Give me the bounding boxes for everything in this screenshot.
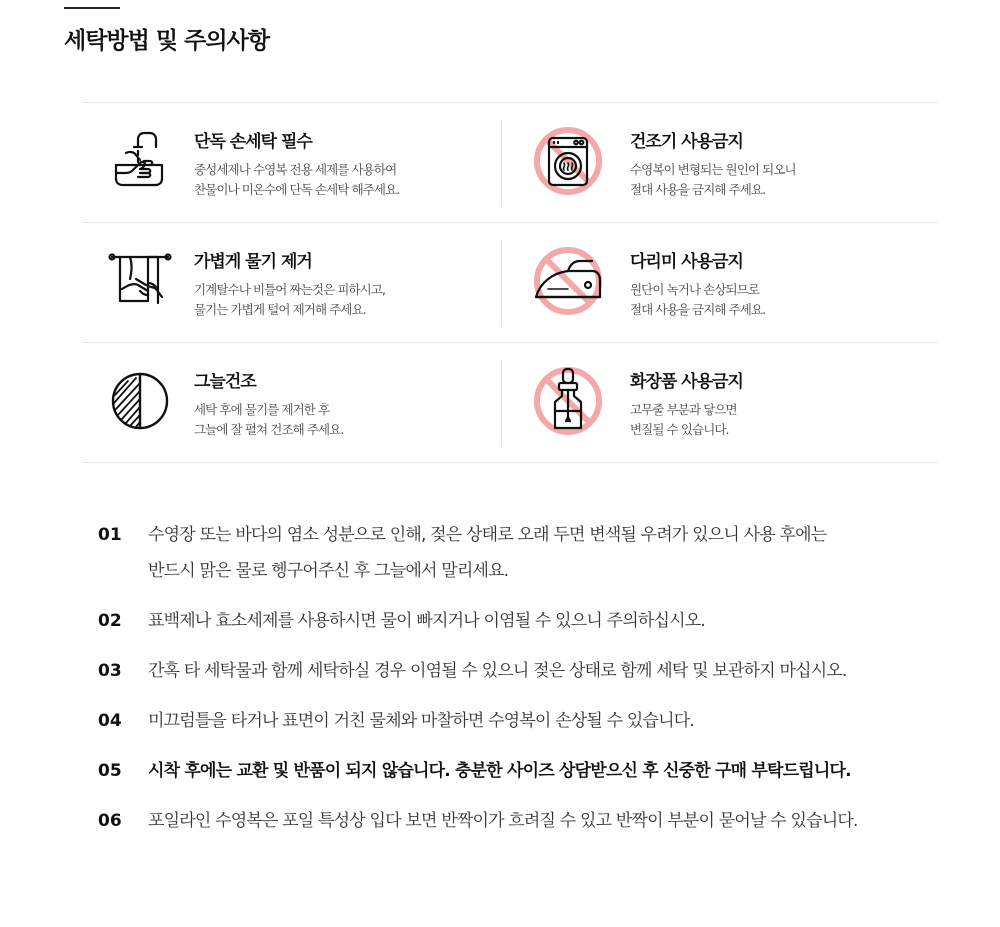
care-item-desc: 절대 사용을 금지해 주세요. — [630, 182, 766, 197]
notice-item — [98, 606, 978, 639]
page-title: 세탁방법 및 주의사항 — [64, 28, 269, 54]
care-item-shade-dry — [82, 343, 502, 462]
no-dryer-icon — [532, 125, 604, 197]
care-item-desc: 수영복이 변형되는 원인이 되오니 — [630, 162, 796, 177]
care-item-no-iron — [502, 223, 937, 342]
notice-text: 간혹 타 세탁물과 함께 세탁하실 경우 이염될 수 있으니 젖은 상태로 함께 세탁 및 보관하지 마십시오. — [148, 661, 847, 681]
notice-number: 02 — [98, 611, 122, 631]
care-item-title: 가볍게 물기 제거 — [194, 252, 312, 272]
care-item-desc: 중성세제나 수영복 전용 세제를 사용하여 — [194, 162, 397, 177]
care-item-desc: 그늘에 잘 펼쳐 건조해 주세요. — [194, 422, 344, 437]
care-item-hand-wash — [82, 103, 502, 222]
care-item-title: 그늘건조 — [194, 372, 256, 392]
notice-item — [98, 806, 978, 839]
care-item-no-cosmetics — [502, 343, 937, 462]
notice-item — [98, 520, 978, 589]
notice-number: 03 — [98, 661, 122, 681]
care-grid — [82, 102, 937, 463]
notice-number: 05 — [98, 761, 122, 781]
care-item-desc: 찬물이나 미온수에 단독 손세탁 해주세요. — [194, 182, 400, 197]
towel-dry-icon — [104, 245, 176, 317]
notice-number: 01 — [98, 525, 122, 545]
no-iron-icon — [532, 245, 604, 317]
care-item-towel-dry — [82, 223, 502, 342]
no-cosmetics-icon — [532, 365, 604, 437]
title-rule — [64, 7, 120, 9]
notice-number: 04 — [98, 711, 122, 731]
care-item-desc: 변질될 수 있습니다. — [630, 422, 729, 437]
notice-text: 포일라인 수영복은 포일 특성상 입다 보면 반짝이가 흐려질 수 있고 반짝이 부분이 묻어날 수 있습니다. — [148, 811, 858, 831]
hand-wash-icon — [104, 125, 176, 197]
care-item-title: 건조기 사용금지 — [630, 132, 743, 152]
care-item-desc: 절대 사용을 금지해 주세요. — [630, 302, 766, 317]
notice-text: 표백제나 효소세제를 사용하시면 물이 빠지거나 이염될 수 있으니 주의하십시오. — [148, 611, 705, 631]
notice-item — [98, 656, 978, 689]
notice-text: 수영장 또는 바다의 염소 성분으로 인해, 젖은 상태로 오래 두면 변색될 우려가 있으니 사용 후에는 — [148, 525, 827, 545]
care-item-title: 단독 손세탁 필수 — [194, 132, 312, 152]
care-row — [82, 223, 937, 343]
notice-number: 06 — [98, 811, 122, 831]
care-item-desc: 세탁 후에 물기를 제거한 후 — [194, 402, 330, 417]
shade-dry-icon — [104, 365, 176, 437]
care-item-title: 다리미 사용금지 — [630, 252, 743, 272]
notice-text: 시착 후에는 교환 및 반품이 되지 않습니다. 충분한 사이즈 상담받으신 후 신중한 구매 부탁드립니다. — [148, 761, 851, 781]
care-item-title: 화장품 사용금지 — [630, 372, 743, 392]
notice-text: 미끄럼틀을 타거나 표면이 거친 물체와 마찰하면 수영복이 손상될 수 있습니다. — [148, 711, 694, 731]
care-item-desc: 고무줄 부분과 닿으면 — [630, 402, 737, 417]
care-item-no-dryer — [502, 103, 937, 222]
notice-list — [98, 520, 978, 856]
notice-text: 반드시 맑은 물로 헹구어주신 후 그늘에서 말리세요. — [148, 561, 509, 581]
care-row — [82, 343, 937, 463]
care-item-desc: 기계탈수나 비틀어 짜는것은 피하시고, — [194, 282, 386, 297]
care-item-desc: 원단이 녹거나 손상되므로 — [630, 282, 760, 297]
care-item-desc: 물기는 가볍게 털어 제거해 주세요. — [194, 302, 366, 317]
care-row — [82, 103, 937, 223]
notice-item — [98, 706, 978, 739]
notice-item — [98, 756, 978, 789]
